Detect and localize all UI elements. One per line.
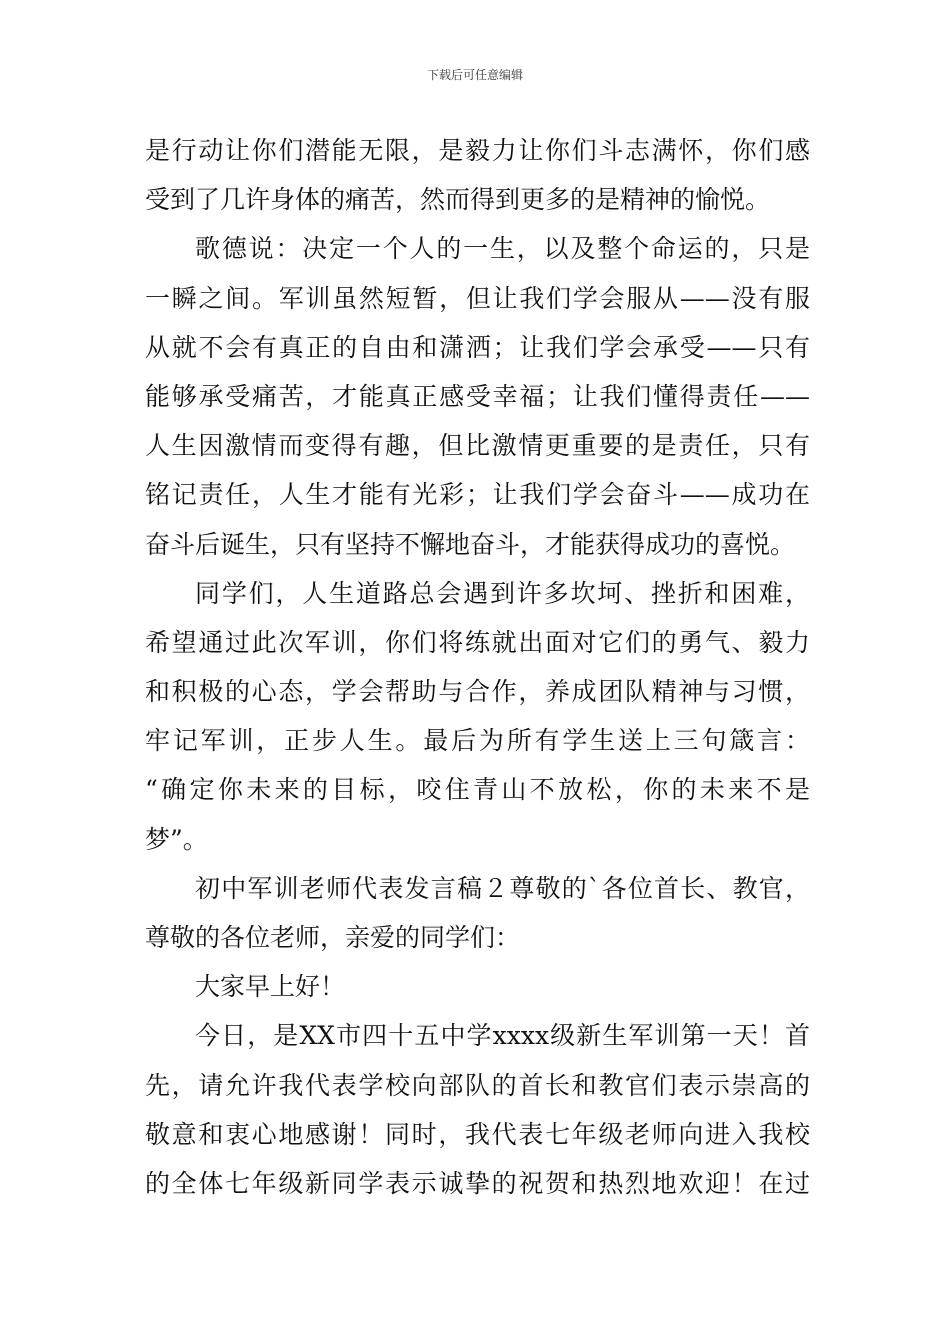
text-line: 牢记军训，正步人生。最后为所有学生送上三句箴言： [145, 726, 810, 756]
text-line: 是行动让你们潜能无限，是毅力让你们斗志满怀，你们感 [145, 136, 810, 165]
text-line: 受到了几许身体的痛苦，然而得到更多的是精神的愉悦。 [145, 185, 771, 215]
text-line: 先，请允许我代表学校向部队的首长和教官们表示崇高的 [145, 1070, 810, 1100]
text-line: 梦”。 [145, 824, 208, 854]
text-line: 人生因激情而变得有趣，但比激情更重要的是责任，只有 [145, 431, 810, 461]
text-line: 希望通过此次军训，你们将练就出面对它们的勇气、毅力 [145, 627, 810, 657]
text-line: 从就不会有真正的自由和潇洒；让我们学会承受——只有 [145, 332, 810, 362]
text-line: 敬意和衷心地感谢！同时，我代表七年级老师向进入我校 [145, 1119, 810, 1149]
text-line: 铭记责任，人生才能有光彩；让我们学会奋斗——成功在 [145, 480, 810, 510]
text-line: “确定你未来的目标，咬住青山不放松，你的未来不是 [145, 775, 810, 805]
document-body [145, 126, 810, 1208]
text-line: 的全体七年级新同学表示诚挚的祝贺和热烈地欢迎！在过 [145, 1168, 810, 1198]
text-line: 和积极的心态，学会帮助与合作，养成团队精神与习惯， [145, 677, 810, 707]
page-header-note: 下载后可任意编辑 [426, 68, 523, 82]
text-line: 大家早上好！ [195, 972, 346, 1002]
text-line: 一瞬之间。军训虽然短暂，但让我们学会服从——没有服 [145, 283, 810, 313]
text-line: 能够承受痛苦，才能真正感受幸福；让我们懂得责任—— [145, 381, 810, 411]
text-line: 奋斗后诞生，只有坚持不懈地奋斗，才能获得成功的喜悦。 [145, 529, 796, 559]
text-line: 尊敬的各位老师，亲爱的同学们： [145, 923, 521, 952]
text-line: 今日，是XX市四十五中学xxxx级新生军训第一天！首 [195, 1021, 810, 1051]
text-line: 初中军训老师代表发言稿２尊敬的`各位首长、教官， [195, 873, 810, 903]
text-line: 同学们，人生道路总会遇到许多坎坷、挫折和困难， [195, 578, 810, 608]
text-line: 歌德说：决定一个人的一生，以及整个命运的，只是 [195, 234, 810, 264]
